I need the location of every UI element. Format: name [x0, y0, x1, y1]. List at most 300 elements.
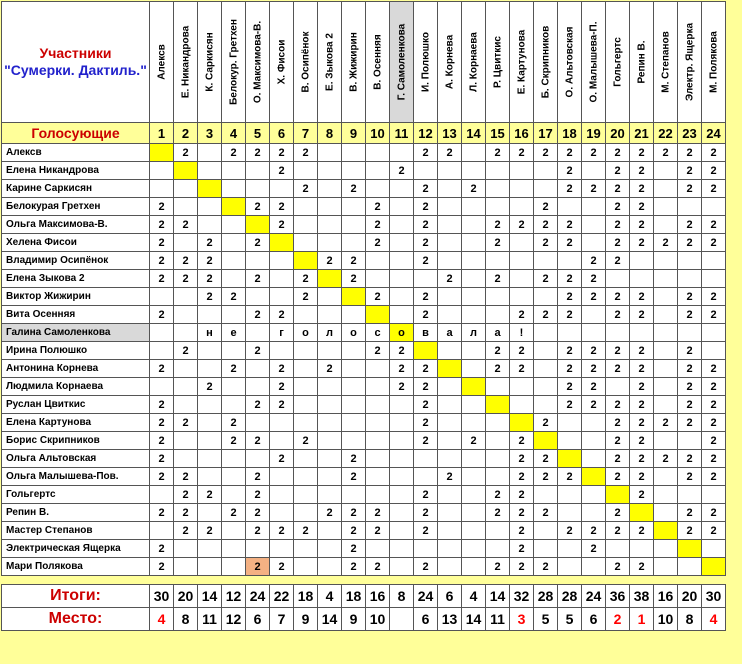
vote-cell: 2 — [630, 396, 654, 414]
vote-cell: 2 — [630, 162, 654, 180]
vote-cell — [558, 450, 582, 468]
vote-cell — [150, 342, 174, 360]
vote-cell: 2 — [294, 144, 318, 162]
vote-cell — [318, 288, 342, 306]
column-number: 16 — [510, 123, 534, 144]
vote-cell — [462, 342, 486, 360]
vote-cell — [654, 306, 678, 324]
vote-cell — [198, 198, 222, 216]
vote-cell: 2 — [150, 504, 174, 522]
vote-cell — [486, 450, 510, 468]
vote-cell: 2 — [558, 270, 582, 288]
participant-header — [534, 2, 558, 123]
column-number: 4 — [222, 123, 246, 144]
vote-cell: 2 — [702, 288, 726, 306]
vote-cell — [198, 540, 222, 558]
column-number: 22 — [654, 123, 678, 144]
vote-cell — [558, 558, 582, 576]
vote-cell: 2 — [414, 486, 438, 504]
voter-row — [2, 306, 726, 324]
vote-cell: 2 — [702, 306, 726, 324]
vote-cell — [390, 252, 414, 270]
vote-cell — [150, 378, 174, 396]
participant-header — [174, 2, 198, 123]
vote-cell — [654, 216, 678, 234]
vote-cell: 2 — [414, 288, 438, 306]
vote-cell: 2 — [366, 288, 390, 306]
vote-cell — [438, 162, 462, 180]
separator-cell — [270, 576, 294, 585]
vote-cell — [246, 216, 270, 234]
total-cell: 6 — [438, 585, 462, 608]
vote-cell — [294, 450, 318, 468]
vote-cell: 2 — [294, 270, 318, 288]
voter-name: Галина Самоленкова — [2, 324, 150, 342]
vote-cell — [630, 324, 654, 342]
vote-cell: 2 — [246, 198, 270, 216]
vote-cell — [222, 216, 246, 234]
vote-cell — [462, 252, 486, 270]
vote-cell — [678, 324, 702, 342]
vote-cell: 2 — [246, 234, 270, 252]
table-title — [2, 2, 150, 123]
vote-cell — [270, 270, 294, 288]
place-cell: 6 — [582, 608, 606, 631]
vote-cell — [534, 324, 558, 342]
vote-cell — [294, 558, 318, 576]
vote-cell: 2 — [678, 162, 702, 180]
vote-cell: 2 — [630, 342, 654, 360]
place-cell: 14 — [318, 608, 342, 631]
participant-name: Л. Корнаева — [468, 32, 479, 92]
vote-cell: 2 — [294, 180, 318, 198]
vote-cell: 2 — [582, 144, 606, 162]
vote-cell — [342, 360, 366, 378]
vote-cell — [462, 378, 486, 396]
place-cell: 8 — [174, 608, 198, 631]
place-cell: 11 — [198, 608, 222, 631]
vote-cell: 2 — [198, 486, 222, 504]
vote-cell — [510, 270, 534, 288]
vote-cell: 2 — [366, 216, 390, 234]
separator-cell — [582, 576, 606, 585]
vote-cell — [462, 540, 486, 558]
vote-cell: 2 — [510, 450, 534, 468]
vote-cell — [654, 396, 678, 414]
total-cell: 36 — [606, 585, 630, 608]
vote-cell: 2 — [702, 378, 726, 396]
vote-cell — [654, 468, 678, 486]
vote-cell: 2 — [150, 396, 174, 414]
vote-cell — [462, 360, 486, 378]
vote-cell — [462, 216, 486, 234]
vote-cell — [366, 270, 390, 288]
vote-cell: 2 — [318, 504, 342, 522]
vote-cell — [174, 360, 198, 378]
separator-cell — [534, 576, 558, 585]
voter-row — [2, 396, 726, 414]
vote-cell — [294, 198, 318, 216]
vote-cell: о — [294, 324, 318, 342]
voter-name: Ольга Максимова-В. — [2, 216, 150, 234]
vote-cell: е — [222, 324, 246, 342]
vote-cell: 2 — [150, 450, 174, 468]
vote-cell: 2 — [342, 504, 366, 522]
vote-cell — [414, 540, 438, 558]
vote-cell — [606, 486, 630, 504]
total-cell: 14 — [486, 585, 510, 608]
vote-cell — [174, 198, 198, 216]
vote-cell — [366, 396, 390, 414]
vote-cell: 2 — [486, 270, 510, 288]
voter-row — [2, 234, 726, 252]
total-cell: 20 — [174, 585, 198, 608]
participant-name: Р. Цвиткис — [492, 36, 503, 88]
vote-cell — [366, 306, 390, 324]
vote-cell: 2 — [414, 522, 438, 540]
participant-name: А. Корнева — [444, 34, 455, 90]
vote-cell — [294, 504, 318, 522]
vote-cell — [246, 360, 270, 378]
vote-cell — [462, 414, 486, 432]
vote-cell — [246, 378, 270, 396]
vote-cell — [654, 540, 678, 558]
participant-name: О. Максимова-В. — [252, 20, 263, 104]
participant-header — [318, 2, 342, 123]
vote-cell — [270, 504, 294, 522]
participant-header — [366, 2, 390, 123]
place-cell — [390, 608, 414, 631]
vote-cell: 2 — [438, 270, 462, 288]
vote-cell — [342, 198, 366, 216]
vote-cell — [654, 486, 678, 504]
voter-row — [2, 324, 726, 342]
separator-cell — [486, 576, 510, 585]
total-cell: 16 — [366, 585, 390, 608]
vote-cell: 2 — [510, 360, 534, 378]
vote-cell — [342, 432, 366, 450]
vote-cell: 2 — [510, 306, 534, 324]
vote-cell — [318, 216, 342, 234]
vote-cell — [558, 432, 582, 450]
vote-cell: 2 — [342, 522, 366, 540]
vote-cell — [702, 252, 726, 270]
vote-cell: 2 — [606, 306, 630, 324]
vote-cell — [438, 360, 462, 378]
vote-cell: 2 — [486, 504, 510, 522]
vote-cell — [270, 252, 294, 270]
vote-cell: 2 — [630, 180, 654, 198]
voter-row — [2, 144, 726, 162]
participant-name: Е. Зыкова 2 — [324, 33, 335, 91]
vote-cell: 2 — [174, 414, 198, 432]
participant-name: В. Осенняя — [372, 34, 383, 90]
voter-row — [2, 504, 726, 522]
vote-cell: 2 — [534, 216, 558, 234]
vote-cell — [294, 468, 318, 486]
vote-cell — [438, 486, 462, 504]
vote-cell: 2 — [702, 414, 726, 432]
vote-cell: 2 — [294, 288, 318, 306]
participant-header — [630, 2, 654, 123]
vote-cell: 2 — [270, 216, 294, 234]
vote-cell — [246, 162, 270, 180]
vote-cell: 2 — [510, 522, 534, 540]
vote-cell — [582, 486, 606, 504]
vote-cell — [702, 486, 726, 504]
place-cell: 10 — [654, 608, 678, 631]
total-cell: 14 — [198, 585, 222, 608]
column-number: 2 — [174, 123, 198, 144]
vote-cell — [654, 288, 678, 306]
voter-row — [2, 522, 726, 540]
vote-cell — [438, 432, 462, 450]
total-cell: 22 — [270, 585, 294, 608]
total-cell: 32 — [510, 585, 534, 608]
vote-cell: 2 — [702, 216, 726, 234]
vote-cell — [462, 162, 486, 180]
vote-cell — [270, 468, 294, 486]
voter-name: Ирина Полюшко — [2, 342, 150, 360]
vote-cell — [510, 234, 534, 252]
participant-header — [558, 2, 582, 123]
vote-cell: 2 — [486, 144, 510, 162]
vote-cell: 2 — [606, 216, 630, 234]
voter-row — [2, 162, 726, 180]
vote-cell: 2 — [150, 360, 174, 378]
vote-cell — [462, 558, 486, 576]
voter-name: Виктор Жижирин — [2, 288, 150, 306]
column-number: 15 — [486, 123, 510, 144]
vote-cell: 2 — [222, 432, 246, 450]
vote-cell — [390, 450, 414, 468]
vote-cell — [174, 540, 198, 558]
vote-cell: 2 — [222, 504, 246, 522]
vote-cell: 2 — [654, 414, 678, 432]
place-cell: 7 — [270, 608, 294, 631]
vote-cell: 2 — [414, 144, 438, 162]
place-cell: 8 — [678, 608, 702, 631]
vote-cell: 2 — [174, 342, 198, 360]
vote-cell: 2 — [534, 558, 558, 576]
subtitle-contest: "Сумерки. Дактиль." — [4, 62, 147, 78]
vote-cell: 2 — [270, 450, 294, 468]
vote-cell — [630, 504, 654, 522]
participant-name: Х. Фисои — [276, 39, 287, 85]
vote-cell: 2 — [294, 432, 318, 450]
vote-cell — [222, 306, 246, 324]
vote-cell: 2 — [366, 198, 390, 216]
vote-cell — [390, 180, 414, 198]
total-cell: 38 — [630, 585, 654, 608]
vote-cell — [702, 540, 726, 558]
vote-cell: 2 — [342, 252, 366, 270]
vote-cell — [414, 342, 438, 360]
vote-cell — [486, 432, 510, 450]
vote-cell — [510, 162, 534, 180]
vote-cell — [222, 180, 246, 198]
vote-cell: 2 — [534, 450, 558, 468]
vote-cell — [174, 234, 198, 252]
separator-cell — [558, 576, 582, 585]
vote-cell — [630, 270, 654, 288]
vote-cell: 2 — [678, 504, 702, 522]
voter-name: Белокурая Гретхен — [2, 198, 150, 216]
column-number: 9 — [342, 123, 366, 144]
vote-cell: 2 — [606, 450, 630, 468]
vote-cell — [342, 414, 366, 432]
vote-cell: 2 — [390, 378, 414, 396]
vote-cell — [294, 342, 318, 360]
vote-cell — [534, 486, 558, 504]
vote-cell — [534, 378, 558, 396]
vote-cell: 2 — [606, 252, 630, 270]
vote-cell — [462, 468, 486, 486]
vote-cell: а — [486, 324, 510, 342]
participant-name: К. Саркисян — [204, 32, 215, 92]
vote-cell — [462, 504, 486, 522]
vote-cell: 2 — [174, 270, 198, 288]
vote-cell — [222, 162, 246, 180]
vote-cell: 2 — [270, 558, 294, 576]
vote-cell: 2 — [486, 342, 510, 360]
vote-cell — [462, 396, 486, 414]
vote-cell — [366, 432, 390, 450]
vote-cell: 2 — [318, 360, 342, 378]
voter-row — [2, 468, 726, 486]
participant-header — [150, 2, 174, 123]
vote-cell — [462, 306, 486, 324]
vote-cell: 2 — [582, 288, 606, 306]
vote-cell — [342, 144, 366, 162]
vote-cell: 2 — [606, 468, 630, 486]
vote-cell: 2 — [414, 504, 438, 522]
voter-row — [2, 486, 726, 504]
vote-cell — [318, 558, 342, 576]
participant-header — [438, 2, 462, 123]
column-number: 1 — [150, 123, 174, 144]
vote-cell: 2 — [414, 432, 438, 450]
vote-cell: 2 — [630, 360, 654, 378]
vote-cell: 2 — [534, 468, 558, 486]
vote-cell: 2 — [558, 360, 582, 378]
vote-cell — [366, 144, 390, 162]
vote-cell: 2 — [174, 216, 198, 234]
vote-cell — [366, 378, 390, 396]
vote-cell — [270, 486, 294, 504]
vote-cell: 2 — [606, 522, 630, 540]
vote-cell — [390, 396, 414, 414]
vote-cell: 2 — [678, 342, 702, 360]
vote-cell: 2 — [198, 288, 222, 306]
vote-cell — [534, 252, 558, 270]
vote-cell — [678, 486, 702, 504]
vote-cell — [486, 306, 510, 324]
vote-cell — [582, 216, 606, 234]
place-cell: 5 — [558, 608, 582, 631]
vote-cell — [702, 270, 726, 288]
vote-cell — [702, 324, 726, 342]
vote-cell: 2 — [150, 432, 174, 450]
vote-cell: 2 — [462, 180, 486, 198]
vote-cell — [246, 450, 270, 468]
vote-cell: 2 — [270, 198, 294, 216]
vote-cell: 2 — [678, 216, 702, 234]
vote-cell — [198, 504, 222, 522]
vote-cell — [534, 522, 558, 540]
vote-cell: н — [198, 324, 222, 342]
vote-cell — [174, 432, 198, 450]
vote-cell — [390, 540, 414, 558]
vote-cell — [390, 144, 414, 162]
vote-cell — [702, 342, 726, 360]
column-number: 20 — [606, 123, 630, 144]
vote-cell — [654, 342, 678, 360]
vote-cell — [390, 234, 414, 252]
vote-cell — [198, 180, 222, 198]
voter-name: Елена Зыкова 2 — [2, 270, 150, 288]
vote-cell — [318, 522, 342, 540]
vote-cell: 2 — [246, 468, 270, 486]
total-cell: 24 — [582, 585, 606, 608]
vote-cell: 2 — [678, 180, 702, 198]
place-cell: 4 — [702, 608, 726, 631]
vote-cell: 2 — [678, 396, 702, 414]
vote-cell — [174, 450, 198, 468]
participant-header — [486, 2, 510, 123]
vote-cell: 2 — [414, 378, 438, 396]
vote-cell: 2 — [390, 162, 414, 180]
place-cell: 2 — [606, 608, 630, 631]
participant-header — [606, 2, 630, 123]
vote-cell: 2 — [246, 432, 270, 450]
participant-name: Б. Скрипников — [540, 25, 551, 99]
participant-name: И. Полюшко — [420, 32, 431, 92]
voter-name: Борис Скрипников — [2, 432, 150, 450]
column-number: 10 — [366, 123, 390, 144]
vote-cell — [582, 450, 606, 468]
vote-cell — [318, 144, 342, 162]
voter-name: Елена Никандрова — [2, 162, 150, 180]
total-cell: 24 — [246, 585, 270, 608]
vote-cell — [222, 486, 246, 504]
place-cell: 11 — [486, 608, 510, 631]
vote-cell — [270, 342, 294, 360]
voter-name: Ольга Малышева-Пов. — [2, 468, 150, 486]
vote-cell: 2 — [486, 216, 510, 234]
vote-cell — [558, 252, 582, 270]
participant-name: В. Осипёнок — [300, 31, 311, 93]
vote-cell: 2 — [582, 378, 606, 396]
vote-cell: 2 — [678, 234, 702, 252]
vote-cell: 2 — [270, 378, 294, 396]
vote-cell: 2 — [606, 396, 630, 414]
vote-cell: 2 — [414, 234, 438, 252]
vote-cell: 2 — [486, 486, 510, 504]
vote-cell — [582, 558, 606, 576]
vote-cell — [678, 432, 702, 450]
vote-cell — [582, 432, 606, 450]
participant-header — [510, 2, 534, 123]
vote-cell: 2 — [558, 342, 582, 360]
vote-cell — [534, 342, 558, 360]
column-number: 19 — [582, 123, 606, 144]
vote-cell: 2 — [654, 234, 678, 252]
vote-cell: 2 — [702, 180, 726, 198]
participant-header — [390, 2, 414, 123]
vote-cell — [294, 216, 318, 234]
vote-cell: 2 — [198, 378, 222, 396]
